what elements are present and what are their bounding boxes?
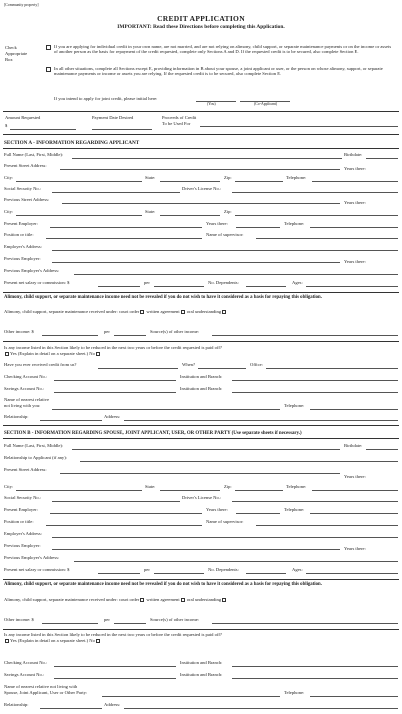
a-position-field[interactable] [46, 238, 202, 239]
b-institution-branch-2-field[interactable] [232, 678, 398, 679]
a-drivers-license-label: Driver's License No.: [182, 186, 222, 191]
a-present-address-label: Present Street Address: [4, 163, 47, 168]
a-salary-field[interactable] [98, 286, 140, 287]
b-address-label: Address: [104, 702, 121, 707]
a-institution-branch-2-field[interactable] [232, 392, 398, 393]
a-nearest-relative-field[interactable] [52, 409, 280, 410]
b-ssn-label: Social Security No.: [4, 495, 42, 500]
a-checking-field[interactable] [54, 380, 176, 381]
a-dependents-field[interactable] [246, 286, 286, 287]
b-yes-explain-label: Yes (Explain in detail on a separate sheet.) [10, 638, 89, 643]
a-ssn-label: Social Security No.: [4, 186, 42, 191]
divider [3, 438, 399, 439]
you-initial-field[interactable] [196, 101, 236, 102]
a-reduce-yes-checkbox[interactable] [5, 352, 9, 356]
payment-date-label: Payment Date Desired [92, 115, 134, 120]
a-when-label: When? [182, 362, 196, 367]
a-previous-address-field[interactable] [62, 203, 340, 204]
a-drivers-license-field[interactable] [232, 192, 398, 193]
b-supervisor-label: Name of supervisor: [206, 519, 244, 524]
b-drivers-license-field[interactable] [232, 501, 398, 502]
b-dependents-field[interactable] [246, 573, 286, 574]
b-supervisor-field[interactable] [256, 525, 398, 526]
you-label: (You) [207, 102, 216, 106]
b-relationship-applicant-label: Relationship to Applicant (if any): [4, 455, 68, 460]
b-full-name-field[interactable] [72, 449, 340, 450]
a-yes-explain-label: Yes (Explain in detail on a separate sheet.) [10, 351, 89, 356]
b-ages-field[interactable] [306, 573, 398, 574]
a-position-label: Position or title: [4, 232, 34, 237]
a-telephone-3-field[interactable] [310, 409, 398, 410]
b-telephone-3-label: Telephone: [284, 690, 305, 695]
a-court-order-checkbox[interactable] [140, 310, 144, 314]
joint-credit-text: If you intend to apply for joint credit, please initial here: [54, 96, 158, 101]
a-years-there-4-label: Years there: [344, 259, 366, 264]
a-when-field[interactable] [198, 368, 246, 369]
b-oral-understanding-checkbox[interactable] [222, 598, 226, 602]
b-present-address-label: Present Street Address: [4, 467, 47, 472]
a-office-field[interactable] [266, 368, 398, 369]
b-telephone-2-field[interactable] [310, 513, 398, 514]
b-court-order-label: court order [118, 597, 140, 602]
a-salary-label: Present net salary or commission: $ [4, 280, 70, 285]
a-present-employer-field[interactable] [50, 227, 202, 228]
a-state-2-field[interactable] [160, 215, 220, 216]
a-full-name-field[interactable] [72, 158, 342, 159]
a-previous-employers-address-field[interactable] [74, 274, 398, 275]
a-checking-label: Checking Account No.: [4, 374, 48, 379]
a-reduce-no-checkbox[interactable] [96, 352, 100, 356]
b-years-there-2-field[interactable] [236, 513, 280, 514]
divider [3, 292, 399, 293]
b-years-there-2-label: Years there: [206, 507, 228, 512]
a-per-2-label: per [104, 329, 110, 334]
b-state-field[interactable] [160, 490, 220, 491]
a-present-address-field[interactable] [60, 169, 340, 170]
a-zip-field[interactable] [235, 181, 283, 182]
b-relationship-label: Relationship: [4, 702, 29, 707]
b-previous-employers-address-field[interactable] [74, 561, 398, 562]
divider [3, 111, 399, 112]
a-office-label: Office: [250, 362, 263, 367]
a-address-field[interactable] [124, 420, 398, 421]
b-previous-employers-address-label: Previous Employer's Address: [4, 555, 60, 560]
b-nearest-relative-label-2: Spouse, Joint Applicant, User or Other Party: [4, 690, 88, 695]
b-city-field[interactable] [16, 490, 142, 491]
a-years-there-3-label: Years there: [206, 221, 228, 226]
b-court-order-checkbox[interactable] [140, 598, 144, 602]
b-relationship-field[interactable] [40, 708, 102, 709]
a-per-2-field[interactable] [114, 335, 146, 336]
divider [3, 579, 399, 580]
b-institution-branch-label: Institution and Branch: [180, 660, 223, 665]
b-birthdate-label: Birthdate: [344, 443, 363, 448]
b-address-field[interactable] [124, 708, 398, 709]
a-ages-label: Ages: [292, 280, 303, 285]
option-individual-text: If you are applying for individual credit in your own name, are not married, and are not relying on alimony, child support, or separate maintenance payments or on the income or assets of another person as the basis for repayment of the credit requested, complete only Sections A and D. If the requested credit is to be secured, also complete Section E. [54, 44, 392, 55]
a-previous-employer-field[interactable] [52, 262, 340, 263]
b-alimony-notice: Alimony, child support, or separate maintenance income need not be revealed if you do not wish to have it considered as a basis for repaying this obligation. [4, 582, 322, 587]
section-b-heading: SECTION B - INFORMATION REGARDING SPOUSE, JOINT APPLICANT, USER, OR OTHER PARTY (Use separate sheets if necessary.) [4, 431, 302, 436]
divider [3, 629, 399, 630]
a-employers-address-label: Employer's Address: [4, 244, 42, 249]
a-years-there-3-field[interactable] [236, 227, 280, 228]
option-other-checkbox[interactable] [46, 67, 51, 72]
b-city-label: City: [4, 484, 14, 489]
b-savings-field[interactable] [54, 678, 176, 679]
a-supervisor-field[interactable] [256, 238, 398, 239]
a-reduce-options [4, 351, 101, 356]
check-label-2: Appropriate [5, 51, 28, 56]
a-nearest-relative-label-2: not living with you: [4, 403, 41, 408]
b-telephone-field[interactable] [312, 490, 398, 491]
b-savings-label: Savings Account No.: [4, 672, 45, 677]
a-oral-understanding-checkbox[interactable] [222, 310, 226, 314]
a-full-name-label: Full Name (Last, First, Middle): [4, 152, 64, 157]
b-sources-label: Source(s) of other income: [150, 617, 200, 622]
a-per-field[interactable] [154, 286, 204, 287]
b-written-agreement-checkbox[interactable] [181, 598, 185, 602]
important-notice: IMPORTANT: Read these Directions before completing this Application. [117, 24, 285, 30]
a-telephone-2-label: Telephone: [284, 221, 305, 226]
divider [3, 341, 399, 342]
b-years-there-3-label: Years there: [344, 546, 366, 551]
a-previous-employers-address-label: Previous Employer's Address: [4, 268, 60, 273]
b-nearest-relative-label-1: Name of nearest relative not living with [4, 684, 78, 689]
b-oral-understanding-label: oral understanding [186, 597, 222, 602]
b-telephone-label: Telephone: [286, 484, 307, 489]
section-a-heading: SECTION A - INFORMATION REGARDING APPLICANT [4, 140, 140, 146]
check-label-1: Check [5, 45, 17, 50]
a-institution-branch-2-label: Institution and Branch: [180, 386, 223, 391]
b-reduce-question: Is any income listed in this Section likely to be reduced in the next two years or before the credit requested is paid off? [4, 632, 222, 637]
a-received-credit-label: Have you ever received credit from us? [4, 362, 77, 367]
b-alimony-line-text: Alimony, child support, separate maintenance received under: [4, 597, 118, 602]
b-telephone-2-label: Telephone: [284, 507, 305, 512]
a-alimony-line-text: Alimony, child support, separate maintenance received under: [4, 309, 118, 314]
a-supervisor-label: Name of supervisor: [206, 232, 244, 237]
b-alimony-line [4, 597, 227, 602]
b-present-employer-field[interactable] [50, 513, 202, 514]
b-written-agreement-label: written agreement [146, 597, 180, 602]
a-zip-label: Zip: [224, 175, 232, 180]
b-ages-label: Ages: [292, 567, 303, 572]
proceeds-label-1: Proceeds of Credit [162, 115, 197, 120]
b-per-2-field[interactable] [114, 623, 146, 624]
a-alimony-notice: Alimony, child support, or separate maintenance income need not be revealed if you do not wish to have it considered as a basis for repaying this obligation. [4, 295, 322, 300]
a-relationship-label: Relationship: [4, 414, 29, 419]
b-telephone-3-field[interactable] [310, 696, 398, 697]
a-city-label: City: [4, 175, 14, 180]
b-present-address-field[interactable] [60, 473, 340, 474]
a-sources-field[interactable] [212, 335, 398, 336]
option-individual-checkbox[interactable] [46, 45, 51, 50]
payment-date-field[interactable] [92, 129, 152, 130]
b-relationship-applicant-field[interactable] [80, 461, 398, 462]
b-position-field[interactable] [46, 525, 202, 526]
b-ssn-field[interactable] [52, 501, 180, 502]
a-telephone-2-field[interactable] [310, 227, 398, 228]
a-written-agreement-checkbox[interactable] [181, 310, 185, 314]
b-reduce-no-checkbox[interactable] [96, 639, 100, 643]
a-address-label: Address: [104, 414, 121, 419]
a-relationship-field[interactable] [40, 420, 102, 421]
a-written-agreement-label: written agreement [146, 309, 180, 314]
b-full-name-label: Full Name (Last, First, Middle): [4, 443, 64, 448]
b-other-income-field[interactable] [42, 623, 98, 624]
b-no-label: No [89, 638, 95, 643]
amount-dollar-sign: $ [5, 123, 8, 128]
b-previous-employer-label: Previous Employer: [4, 543, 41, 548]
b-per-label: per [144, 567, 150, 572]
a-years-there-label: Years there: [344, 166, 366, 171]
a-oral-understanding-label: oral understanding [186, 309, 222, 314]
b-birthdate-field[interactable] [366, 449, 398, 450]
b-years-there-label: Years there: [344, 474, 366, 479]
a-ages-field[interactable] [306, 286, 398, 287]
a-per-label: per [144, 280, 150, 285]
b-state-label: State: [145, 484, 156, 489]
b-previous-employer-field[interactable] [52, 549, 340, 550]
b-sources-field[interactable] [212, 623, 398, 624]
a-employers-address-field[interactable] [52, 250, 398, 251]
b-institution-branch-field[interactable] [232, 666, 398, 667]
b-per-2-label: per [104, 617, 110, 622]
a-no-label: No [89, 351, 95, 356]
a-ssn-field[interactable] [52, 192, 180, 193]
b-reduce-yes-checkbox[interactable] [5, 639, 9, 643]
a-institution-branch-field[interactable] [232, 380, 398, 381]
community-property-label: [Community property] [4, 3, 39, 7]
a-birthdate-label: Birthdate: [344, 152, 363, 157]
a-state-label: State: [145, 175, 156, 180]
proceeds-field[interactable] [200, 126, 398, 127]
a-city-2-label: City: [4, 209, 14, 214]
divider [3, 134, 399, 135]
a-birthdate-field[interactable] [366, 158, 398, 159]
b-zip-field[interactable] [235, 490, 283, 491]
b-employers-address-label: Employer's Address: [4, 531, 42, 536]
b-drivers-license-label: Driver's License No.: [182, 495, 222, 500]
amount-requested-label: Amount Requested [5, 115, 41, 120]
b-salary-label: Present net salary or commission: $ [4, 567, 70, 572]
a-nearest-relative-label-1: Name of nearest relative [4, 397, 50, 402]
a-telephone-label: Telephone: [286, 175, 307, 180]
a-sources-label: Source(s) of other income: [150, 329, 200, 334]
a-other-income-label: Other income: $ [4, 329, 34, 334]
a-received-credit-field[interactable] [98, 368, 178, 369]
a-previous-address-label: Previous Street Address: [4, 197, 50, 202]
a-state-2-label: State: [145, 209, 156, 214]
option-other-text: In all other situations, complete all Sections except E, providing information in B about your spouse, a joint applicant or user, or the person on whose alimony, support, or separate maintenance payments or income or assets you are relying. If the requested credit is to be secured, also complete Section E. [54, 66, 383, 77]
a-dependents-label: No. Dependents: [208, 280, 239, 285]
b-employers-address-field[interactable] [52, 537, 398, 538]
a-city-2-field[interactable] [16, 215, 142, 216]
b-checking-label: Checking Account No.: [4, 660, 48, 665]
b-institution-branch-2-label: Institution and Branch: [180, 672, 223, 677]
a-court-order-label: court order [118, 309, 140, 314]
a-savings-label: Savings Account No.: [4, 386, 45, 391]
proceeds-label-2: To be Used For [162, 121, 191, 126]
a-present-employer-label: Present Employer: [4, 221, 39, 226]
a-zip-2-field[interactable] [235, 215, 398, 216]
b-per-field[interactable] [154, 573, 204, 574]
a-zip-2-label: Zip: [224, 209, 232, 214]
a-reduce-question: Is any income listed in this Section likely to be reduced in the next two years or before the credit requested is paid off? [4, 345, 222, 350]
divider [3, 148, 399, 149]
b-position-label: Position or title: [4, 519, 34, 524]
a-alimony-line [4, 309, 227, 314]
a-telephone-field[interactable] [312, 181, 398, 182]
form-title: CREDIT APPLICATION [157, 14, 245, 23]
amount-requested-field[interactable] [10, 129, 76, 130]
a-institution-branch-label: Institution and Branch: [180, 374, 223, 379]
divider [3, 425, 399, 426]
b-salary-field[interactable] [98, 573, 140, 574]
b-other-income-label: Other income: $ [4, 617, 34, 622]
a-telephone-3-label: Telephone: [284, 403, 305, 408]
b-dependents-label: No. Dependents: [208, 567, 239, 572]
a-city-field[interactable] [16, 181, 142, 182]
check-label-3: Box [5, 57, 13, 62]
a-years-there-2-label: Years there: [344, 200, 366, 205]
b-checking-field[interactable] [54, 666, 176, 667]
co-applicant-label: (Co-Applicant) [254, 102, 278, 106]
b-nearest-relative-field[interactable] [102, 696, 280, 697]
a-state-field[interactable] [160, 181, 220, 182]
b-present-employer-label: Present Employer: [4, 507, 39, 512]
a-savings-field[interactable] [54, 392, 176, 393]
b-zip-label: Zip: [224, 484, 232, 489]
b-reduce-options [4, 638, 101, 643]
a-previous-employer-label: Previous Employer: [4, 256, 41, 261]
a-other-income-field[interactable] [42, 335, 98, 336]
